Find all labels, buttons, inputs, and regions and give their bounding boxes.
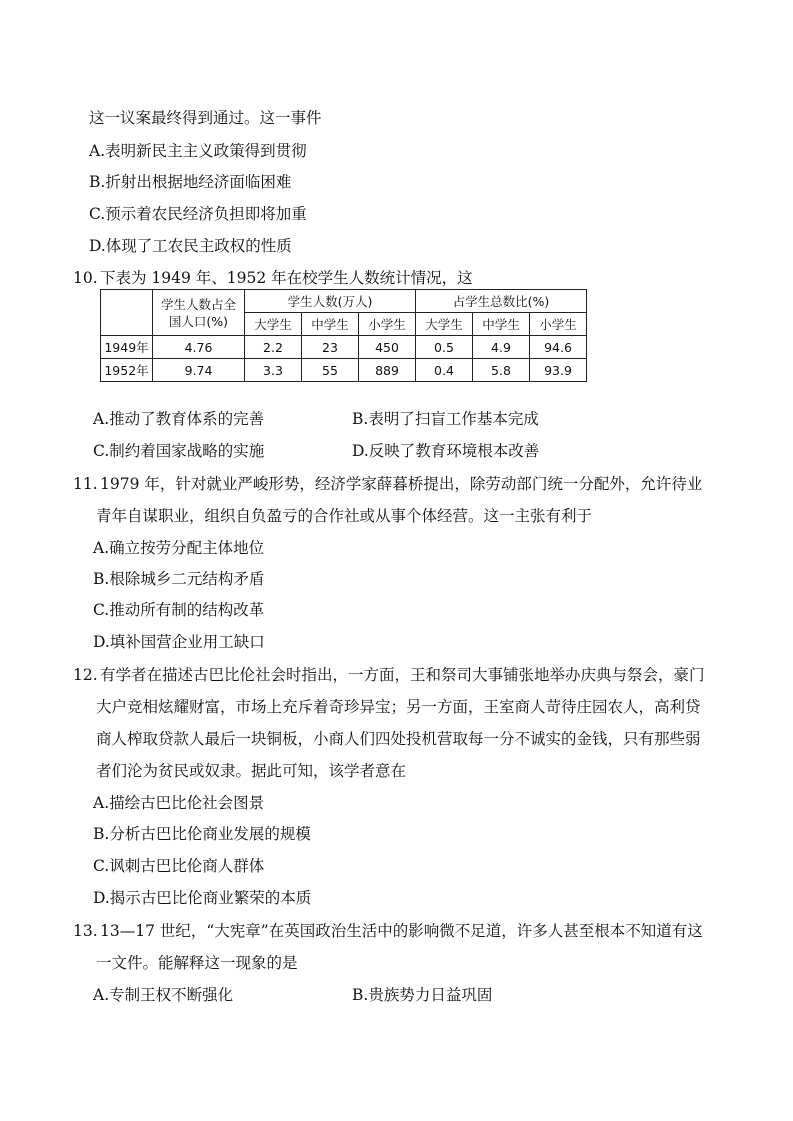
row-middle-count: 55 bbox=[302, 359, 359, 382]
q12-stem-line3: 商人榨取贷款人最后一块铜板，小商人们四处投机营取每一分不诚实的金钱，只有那些弱 bbox=[96, 730, 701, 748]
q12-stem-line1: 有学者在描述古巴比伦社会时指出，一方面，王和祭司大事铺张地举办庆典与祭会，豪门 bbox=[100, 666, 705, 684]
row-primary-count: 450 bbox=[359, 336, 416, 359]
q9-option-c: C.预示着农民经济负担即将加重 bbox=[89, 205, 307, 223]
subheader-primary-count: 小学生 bbox=[359, 313, 416, 336]
q13-stem-line2: 一文件。能解释这一现象的是 bbox=[96, 954, 298, 972]
q12-option-d: D.揭示古巴比伦商业繁荣的本质 bbox=[93, 889, 312, 907]
row-population-ratio: 9.74 bbox=[153, 359, 245, 382]
q13-option-b: B.贵族势力日益巩固 bbox=[352, 986, 493, 1004]
q10-option-d: D.反映了教育环境根本改善 bbox=[352, 442, 540, 460]
header-population-ratio-line2: 国人口(%) bbox=[168, 313, 229, 329]
row-year: 1949年 bbox=[101, 336, 153, 359]
row-primary-share: 93.9 bbox=[530, 359, 587, 382]
subheader-college-share: 大学生 bbox=[416, 313, 473, 336]
q12-stem-line2: 大户竞相炫耀财富，市场上充斥着奇珍异宝；另一方面，王室商人苛待庄园农人，高利贷 bbox=[96, 698, 701, 716]
q13-number: 13. bbox=[73, 922, 98, 940]
q10-stem: 下表为 1949 年、1952 年在校学生人数统计情况，这 bbox=[100, 269, 473, 287]
q10-number: 10. bbox=[73, 269, 98, 287]
q11-stem-line2: 青年自谋职业，组织自负盈亏的合作社或从事个体经营。这一主张有利于 bbox=[96, 507, 593, 525]
row-college-count: 2.2 bbox=[245, 336, 302, 359]
q11-option-a: A.确立按劳分配主体地位 bbox=[93, 539, 265, 557]
q9-option-a: A.表明新民主主义政策得到贯彻 bbox=[89, 142, 307, 160]
q9-option-d: D.体现了工农民主政权的性质 bbox=[89, 237, 292, 255]
q11-option-c: C.推动所有制的结构改革 bbox=[93, 601, 265, 619]
header-population-ratio-line1: 学生人数占全 bbox=[160, 296, 236, 312]
header-student-count: 学生人数(万人) bbox=[245, 290, 416, 313]
table-corner-cell bbox=[101, 290, 153, 336]
row-primary-share: 94.6 bbox=[530, 336, 587, 359]
q9-option-b: B.折射出根据地经济面临困难 bbox=[89, 173, 292, 191]
subheader-college-count: 大学生 bbox=[245, 313, 302, 336]
q10-option-a: A.推动了教育体系的完善 bbox=[93, 410, 265, 428]
q11-option-b: B.根除城乡二元结构矛盾 bbox=[93, 570, 265, 588]
row-middle-share: 4.9 bbox=[473, 336, 530, 359]
row-college-count: 3.3 bbox=[245, 359, 302, 382]
table-row bbox=[101, 336, 587, 359]
header-population-ratio bbox=[153, 290, 245, 336]
row-primary-count: 889 bbox=[359, 359, 416, 382]
header-student-share: 占学生总数比(%) bbox=[416, 290, 587, 313]
q12-number: 12. bbox=[73, 666, 98, 684]
q12-option-b: B.分析古巴比伦商业发展的规模 bbox=[93, 825, 311, 843]
q10-option-b: B.表明了扫盲工作基本完成 bbox=[352, 410, 539, 428]
q12-stem-line4: 者们沦为贫民或奴隶。据此可知，该学者意在 bbox=[96, 762, 407, 780]
q9-stem-continuation: 这一议案最终得到通过。这一事件 bbox=[89, 109, 322, 127]
q10-option-c: C.制约着国家战略的实施 bbox=[93, 442, 265, 460]
q13-stem-line1: 13—17 世纪，“大宪章”在英国政治生活中的影响微不足道，许多人甚至根本不知道有这 bbox=[100, 922, 703, 940]
q11-option-d: D.填补国营企业用工缺口 bbox=[93, 633, 265, 651]
subheader-primary-share: 小学生 bbox=[530, 313, 587, 336]
q13-option-a: A.专制王权不断强化 bbox=[93, 986, 234, 1004]
student-statistics-table bbox=[100, 289, 587, 382]
row-middle-share: 5.8 bbox=[473, 359, 530, 382]
q12-option-a: A.描绘古巴比伦社会图景 bbox=[93, 794, 265, 812]
row-college-share: 0.4 bbox=[416, 359, 473, 382]
table-row bbox=[101, 359, 587, 382]
q12-option-c: C.讽刺古巴比伦商人群体 bbox=[93, 857, 265, 875]
row-college-share: 0.5 bbox=[416, 336, 473, 359]
subheader-middle-count: 中学生 bbox=[302, 313, 359, 336]
row-middle-count: 23 bbox=[302, 336, 359, 359]
row-year: 1952年 bbox=[101, 359, 153, 382]
q11-stem-line1: 1979 年，针对就业严峻形势，经济学家薛暮桥提出，除劳动部门统一分配外，允许待业 bbox=[100, 475, 703, 493]
row-population-ratio: 4.76 bbox=[153, 336, 245, 359]
q11-number: 11. bbox=[73, 475, 98, 493]
subheader-middle-share: 中学生 bbox=[473, 313, 530, 336]
